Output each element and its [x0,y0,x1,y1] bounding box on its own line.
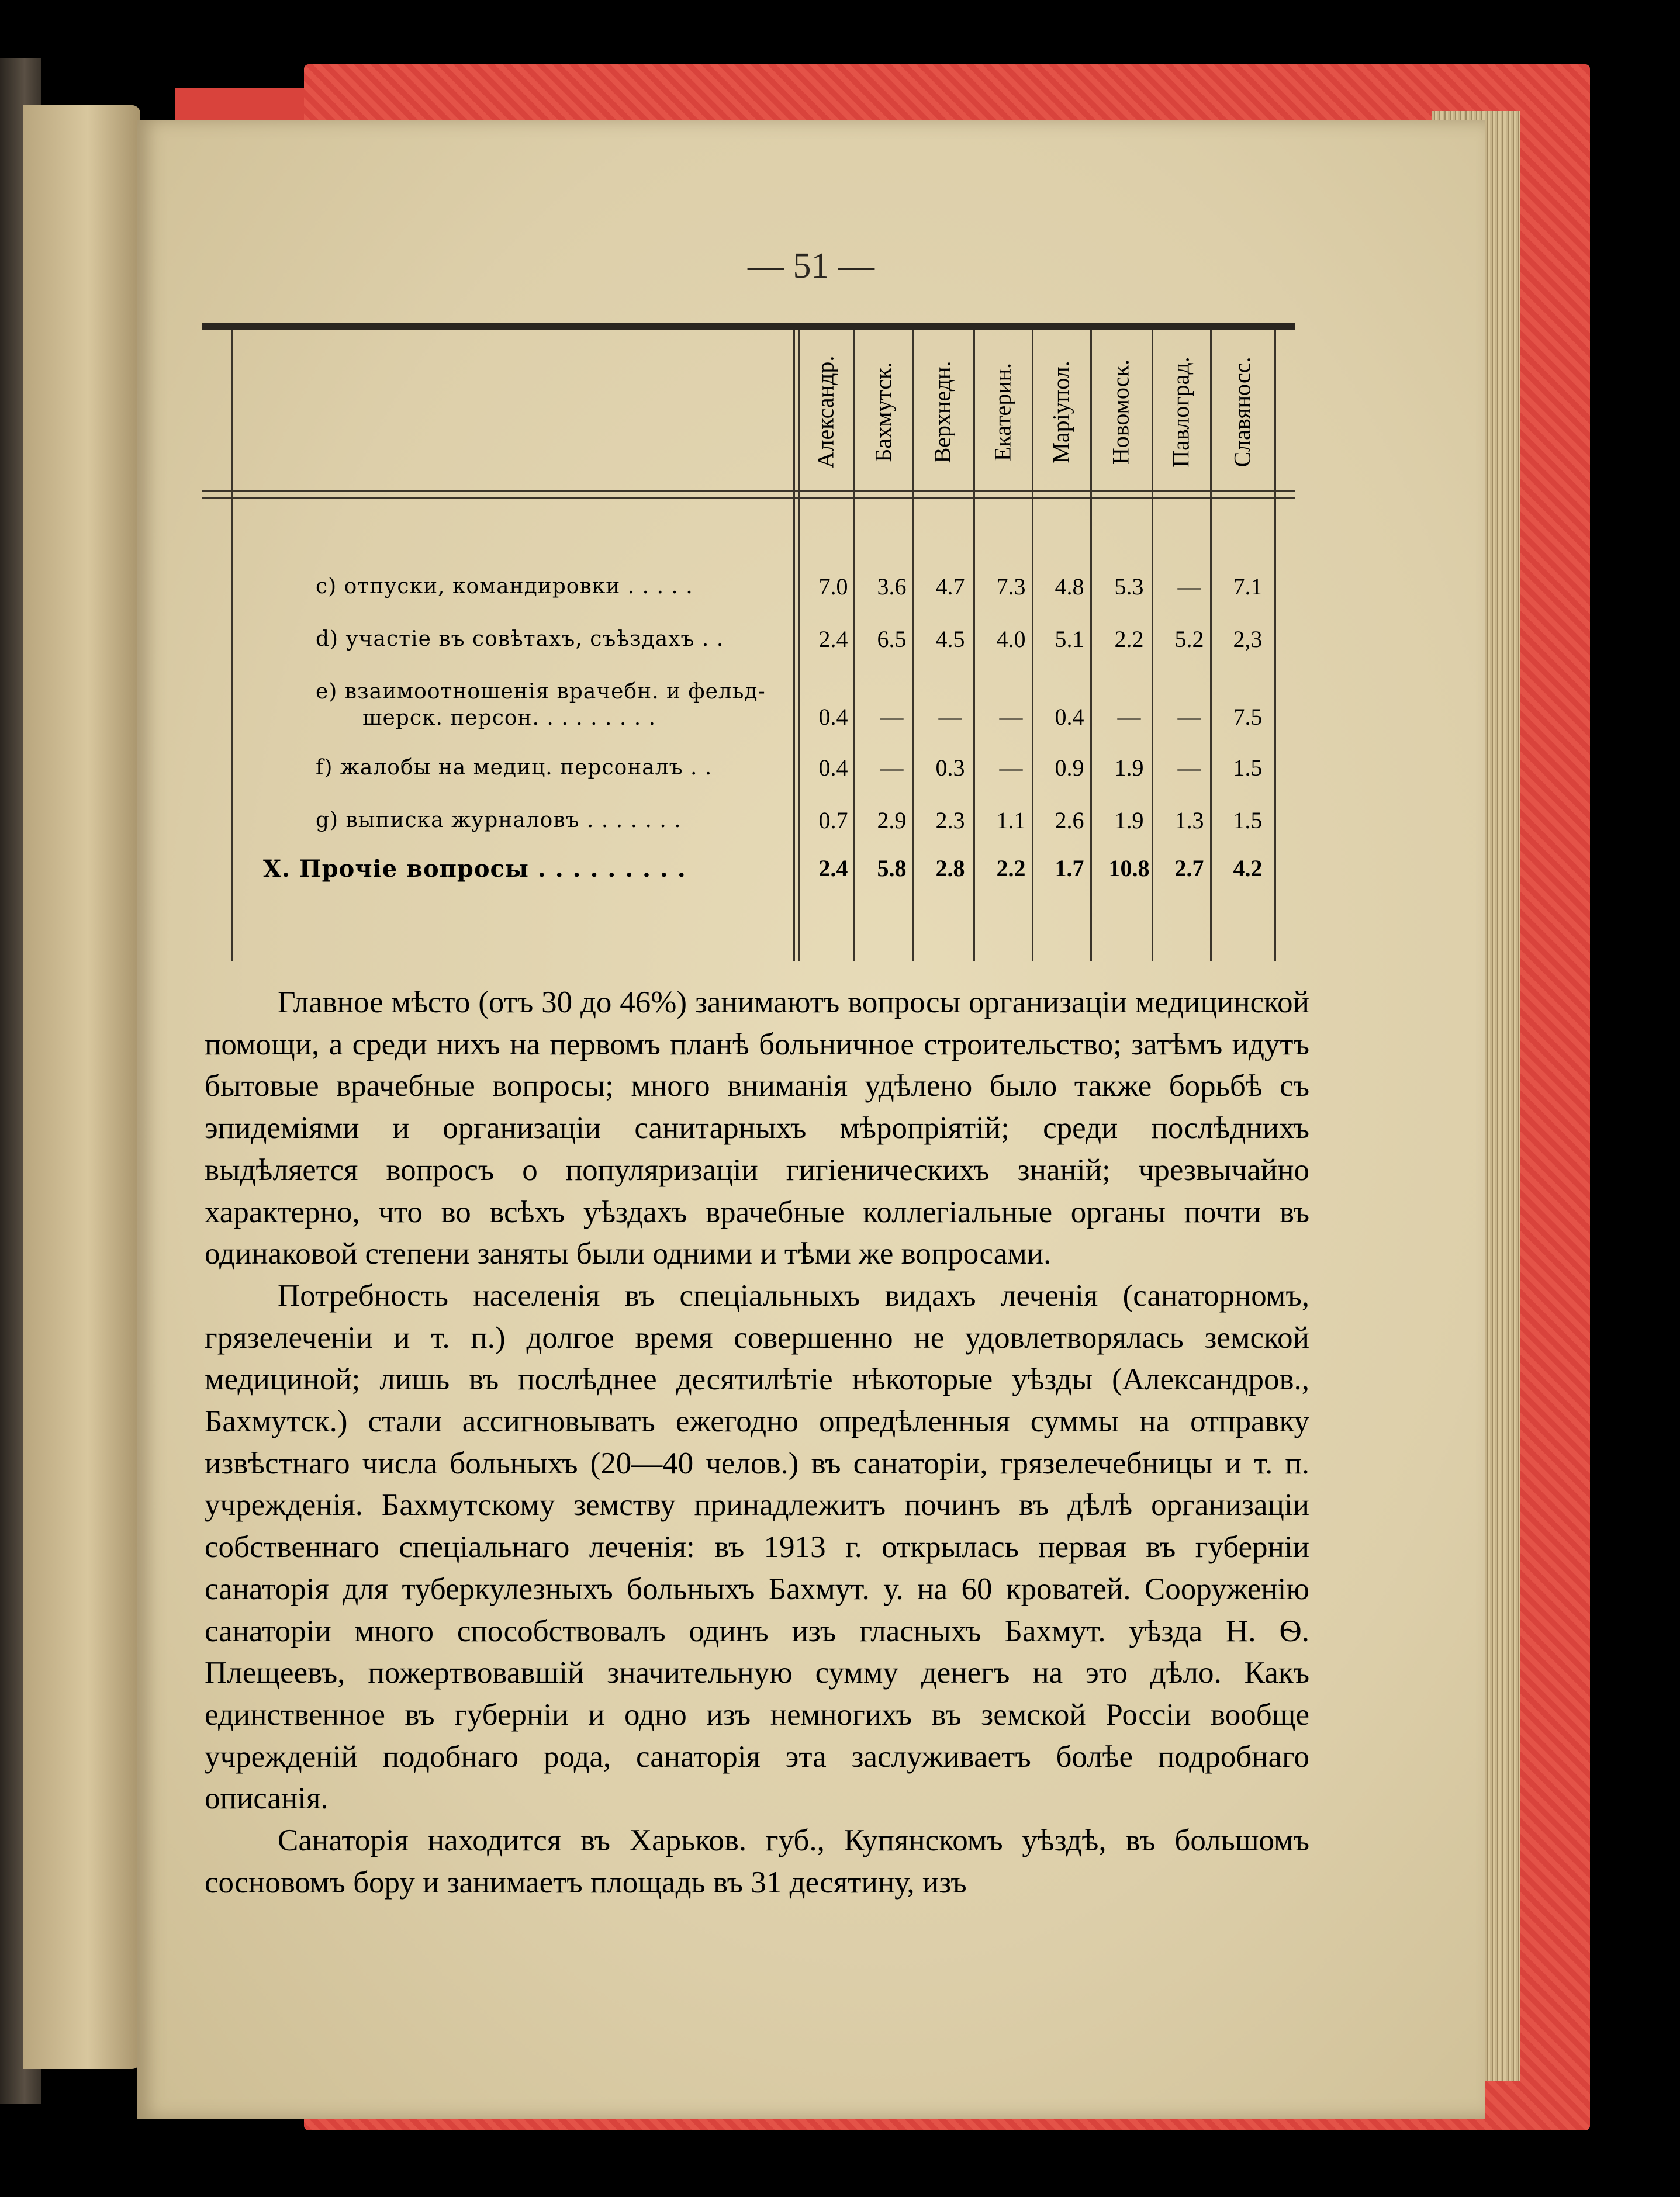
table-header-rule-2 [202,497,1295,499]
column-header: Верхнедн. [929,361,956,463]
table-cell: 2.4 [818,855,848,881]
table-cell: — [1177,755,1201,781]
row-label: X. Прочiе вопросы . . . . . . . . . [263,855,686,883]
table-cell: 1.5 [1233,807,1263,833]
table-cell: 4.0 [996,626,1026,652]
facing-page-edge [23,105,140,2069]
table-cell: 2.2 [996,855,1026,881]
table-cell: 0.4 [818,704,848,730]
table-cell: 0.4 [818,755,848,781]
table-cell: — [999,704,1023,730]
column-header: Славяносс. [1229,357,1256,468]
column-header: Павлоград. [1167,357,1194,468]
table-left-border [231,330,233,961]
table-cell: 0.9 [1055,755,1084,781]
row-label: e) взаимоотношенiя врачебн. и фельд- [316,680,766,704]
table-cell: 4.5 [935,626,965,652]
table-cell: — [999,755,1023,781]
table-cell: 7.0 [818,573,848,600]
row-label: g) выписка журналовъ . . . . . . . [316,808,682,832]
table-cell: — [1177,704,1201,730]
table-cell: — [880,704,904,730]
paragraph: Главное мѣсто (отъ 30 до 46%) занимаютъ вопросы организацiи медицинской помощи, а среди нихъ на первомъ планѣ больничное строительство; затѣмъ идутъ бытовые врачебные вопросы; много вниманiя удѣлено было также борьбѣ съ эпидемiями и организацiи санитарныхъ мѣропрiятiй; среди послѣднихъ выдѣляется вопросъ о популяризацiи гигiеническихъ знанiй; чрезвычайно характерно, что во всѣхъ уѣздахъ врачебные коллегiальные органы почти въ одинаковой степени заняты были одними и тѣми же вопросами. [205,985,1309,1271]
table-cell: 10.8 [1108,855,1150,881]
paragraph: Потребность населенiя въ спецiальныхъ видахъ леченiя (санаторномъ, грязелеченiи и т. п.) долгое время совершенно не удовлетворялась земской медициной; лишь въ послѣднее десятилѣтiе нѣкоторые уѣзды (Александров., Бахмутск.) стали ассигновывать ежегодно опредѣленныя суммы на отправку извѣстнаго числа больныхъ (20—40 челов.) въ санаторiи, грязелечебницы и т. п. учрежденiя. Бахмутскому земству принадлежитъ починъ въ дѣлѣ организацiи собственнаго спецiальнаго леченiя: въ 1913 г. открылась первая въ губернiи санаторiя для туберкулезныхъ больныхъ Бахмут. у. на 60 кроватей. Сооруженiю санаторiи много способствовалъ одинъ изъ гласныхъ Бахмут. уѣзда Н. Ѳ. Плещеевъ, пожертвовавшiй значительную сумму денегъ на это дѣло. Какъ единственное въ губернiи и одно изъ немногихъ въ земской Россiи вообще учрежденiй подобнаго рода, санаторiя эта заслуживаетъ болѣе подробнаго описанiя. [205,1278,1309,1816]
table-cell: 4.2 [1233,855,1263,881]
table-cell: 3.6 [877,573,907,600]
table-cell: 1.9 [1114,807,1144,833]
table-cell: 2,3 [1233,626,1263,652]
table-cell: 0.4 [1055,704,1084,730]
table-cell: 5.8 [877,855,907,881]
table-cell: 4.7 [935,573,965,600]
row-label-continuation: шерск. персон. . . . . . . . . [362,706,656,730]
table-cell: — [880,755,904,781]
paragraph: Санаторiя находится въ Харьков. губ., Купянскомъ уѣздѣ, въ большомъ сосновомъ бору и занимаетъ площадь въ 31 десятину, изъ [205,1824,1309,1900]
table-cell: — [1117,704,1141,730]
table-top-rule [202,323,1295,330]
row-label: c) отпуски, командировки . . . . . [316,575,693,598]
body-text [205,982,1309,1904]
column-header: Новомоск. [1107,359,1134,465]
table-cell: 6.5 [877,626,907,652]
table-cell: 7.5 [1233,704,1263,730]
table-cell: 2.4 [818,626,848,652]
column-header: Марiупол. [1048,361,1074,463]
table-cell: 5.2 [1174,626,1204,652]
table-cell: 7.3 [996,573,1026,600]
page-number: — 51 — [748,246,874,286]
table-cell: 4.8 [1055,573,1084,600]
table-cell: 2.9 [877,807,907,833]
table-cell: — [938,704,962,730]
row-label: d) участiе въ совѣтахъ, съѣздахъ . . [316,627,724,651]
table-cell: — [1177,573,1201,600]
row-label: f) жалобы на медиц. персоналъ . . [316,756,713,780]
table-cell: 1.9 [1114,755,1144,781]
table-cell: 7.1 [1233,573,1263,600]
table-cell: 2.3 [935,807,965,833]
column-header: Бахмутск. [870,362,897,462]
table-divider [793,330,795,961]
table-cell: 2.7 [1174,855,1204,881]
table-cell: 1.3 [1174,807,1204,833]
table-cell: 0.7 [818,807,848,833]
column-header: Екатерин. [989,362,1016,462]
table-cell: 1.1 [996,807,1026,833]
table-cell: 1.5 [1233,755,1263,781]
table-cell: 5.3 [1114,573,1144,600]
table-cell: 1.7 [1055,855,1084,881]
table-cell: 2.8 [935,855,965,881]
table-header-rule [202,490,1295,492]
table-cell: 2.2 [1114,626,1144,652]
table-cell: 2.6 [1055,807,1084,833]
column-header: Александр. [812,355,839,469]
table-cell: 5.1 [1055,626,1084,652]
table-cell: 0.3 [935,755,965,781]
